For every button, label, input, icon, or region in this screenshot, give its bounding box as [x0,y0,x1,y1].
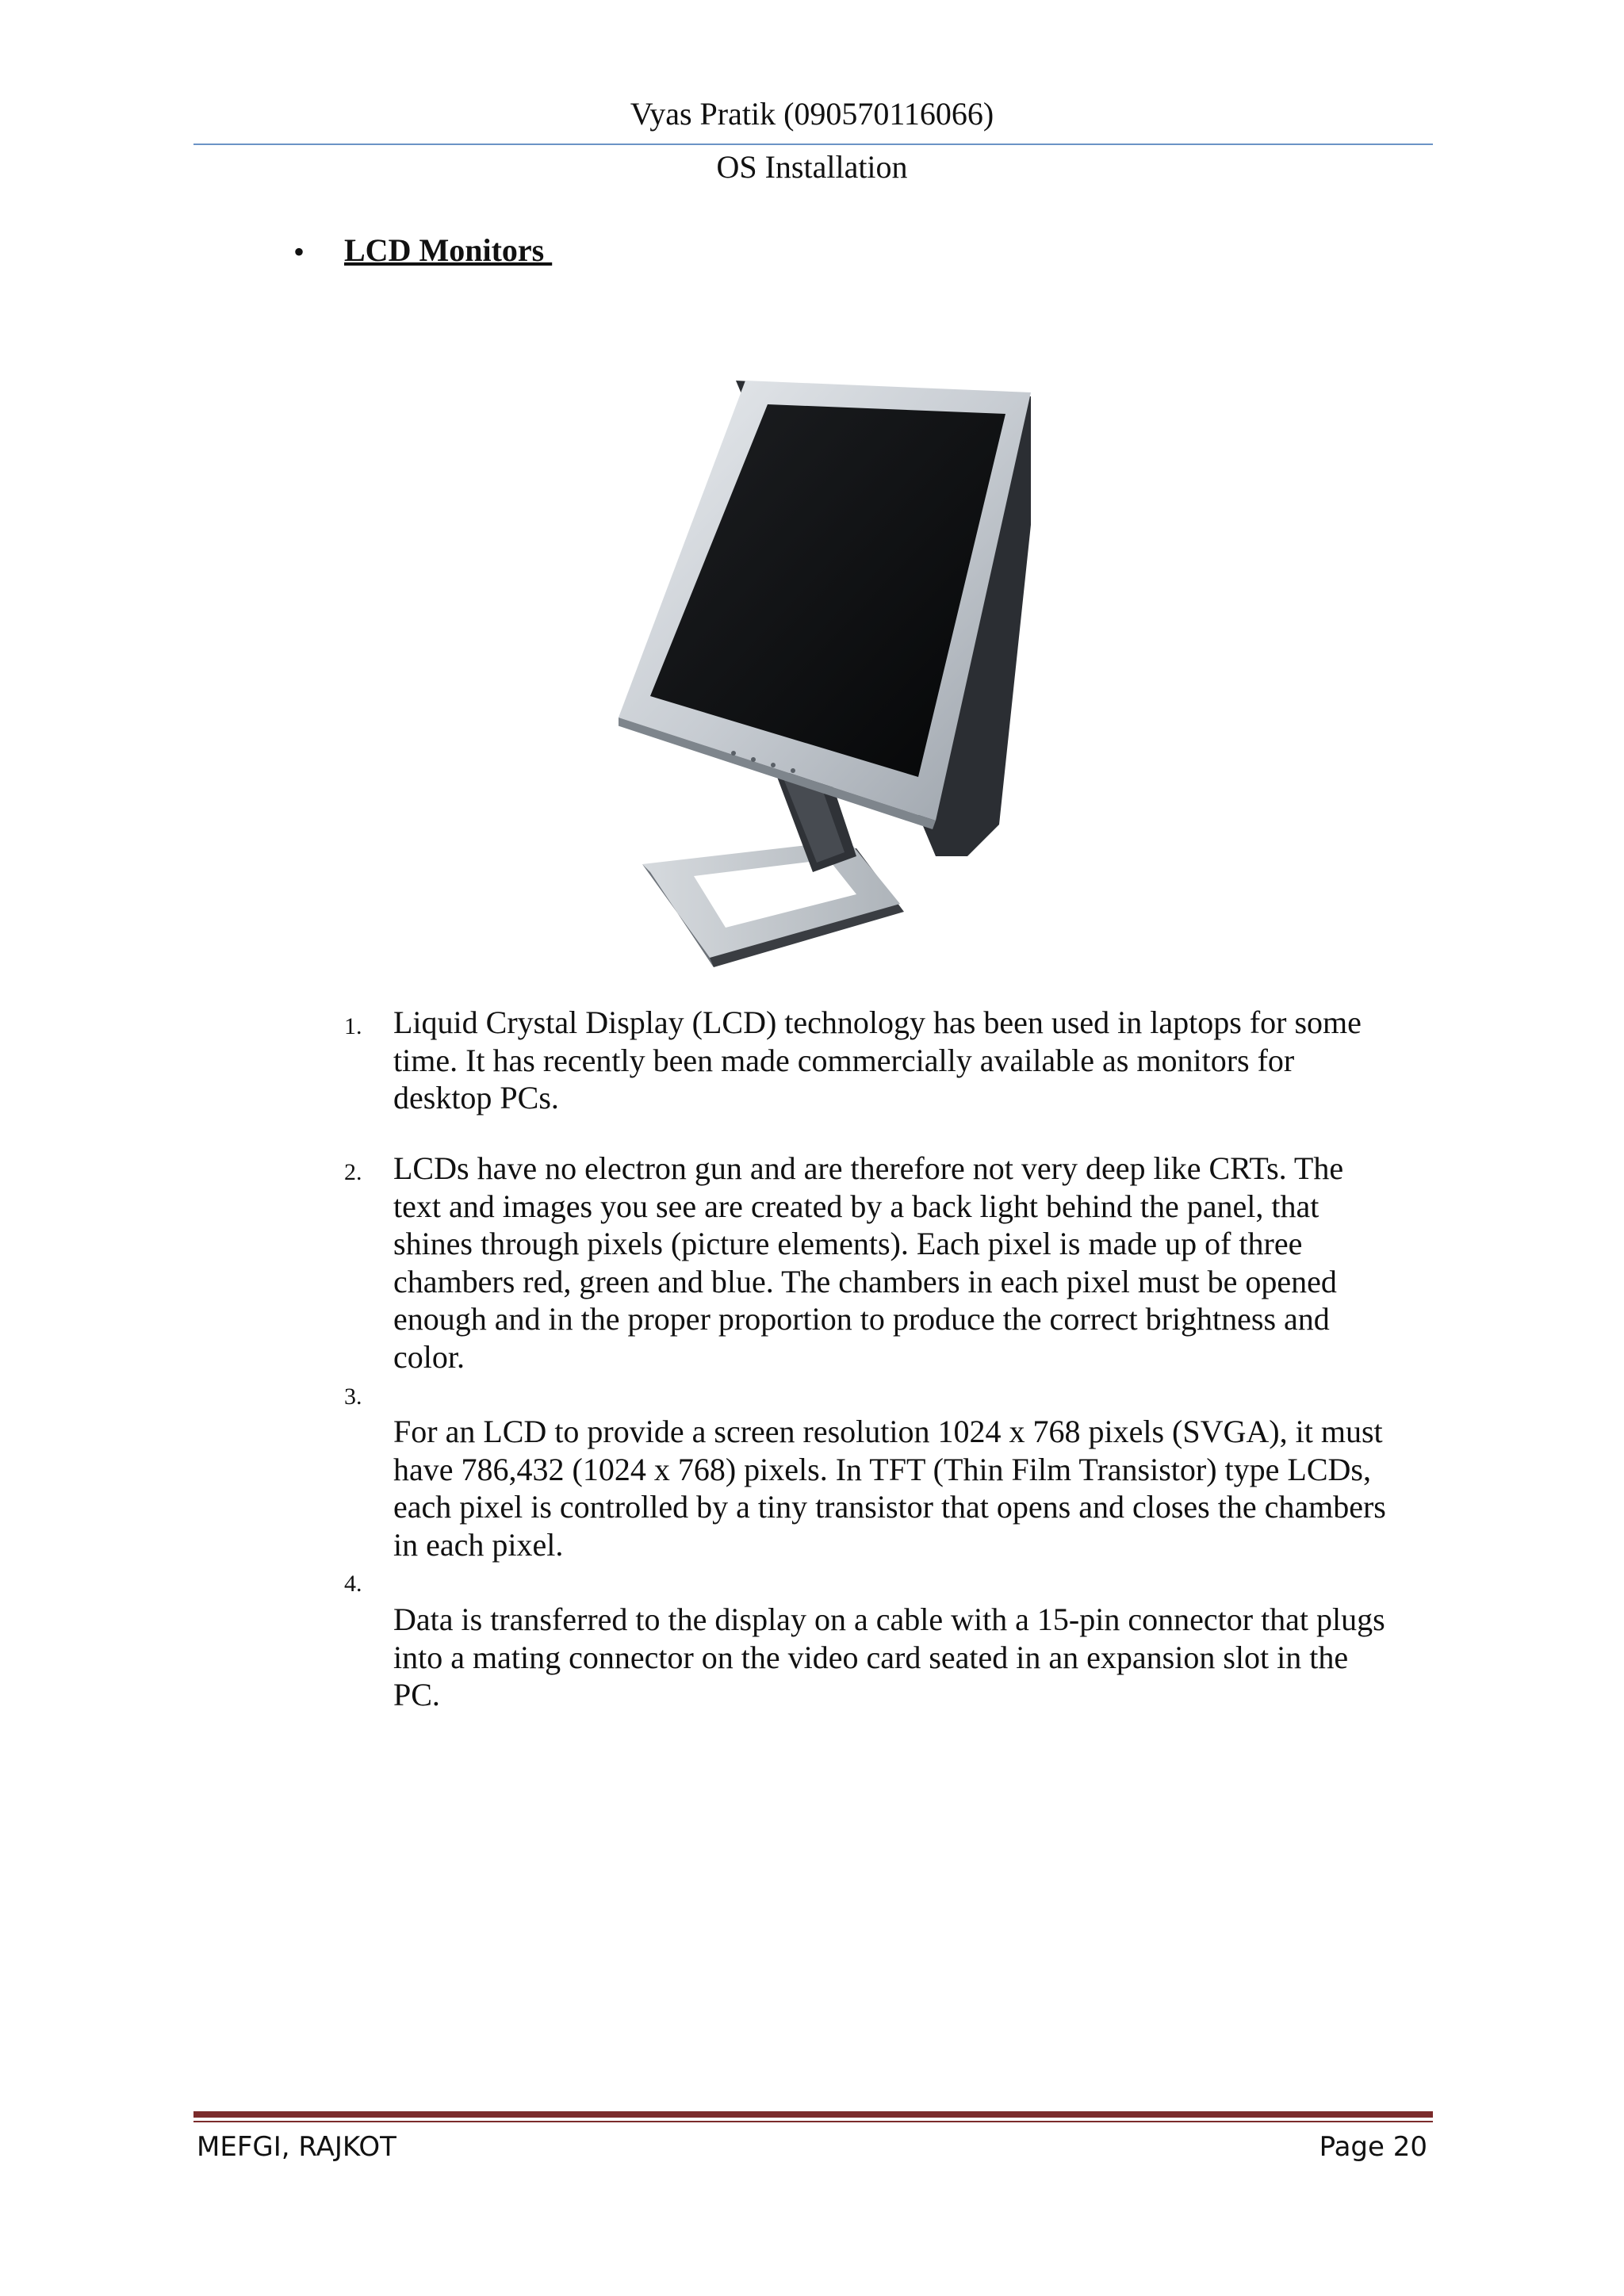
list-item-number: 3. [344,1383,362,1410]
list-item-number: 1. [344,1013,362,1039]
header-author-line: Vyas Pratik (090570116066) [630,96,994,132]
list-item-text: LCDs have no electron gun and are therefore not very deep like CRTs. The text and images you see are created by a back light behind the panel, that shines through pixels (picture elements). Each pixel is made up of three chambers red, green and blue. The chambers in each pixel must be opened enough and in the proper proportion to produce the correct brightness and color. [393,1150,1344,1375]
list-item-text: Liquid Crystal Display (LCD) technology has been used in laptops for some time. It has recently been made commercially available as monitors for desktop PCs. [393,1004,1362,1115]
footer-institution: MEFGI, RAJKOT [197,2131,396,2163]
footer-rule-thick [193,2111,1433,2118]
list-item-text: For an LCD to provide a screen resolution 1024 x 768 pixels (SVGA), it must have 786,432 (1024 x 768) pixels. In TFT (Thin Film Transistor) type LCDs, each pixel is controlled by a tiny transistor that opens and closes the chambers in each pixel. [393,1414,1386,1563]
footer-rule-thin [193,2121,1433,2122]
bullet-icon: • [293,234,305,270]
list-item-number: 2. [344,1159,362,1185]
section-heading: LCD Monitors [344,232,553,268]
list-item-text: Data is transferred to the display on a cable with a 15-pin connector that plugs into a mating connector on the video card seated in an expansion slot in the PC. [393,1601,1385,1712]
list-item-number: 4. [344,1571,362,1597]
footer-page-number: Page 20 [1319,2131,1427,2163]
header-subject: OS Installation [716,149,908,185]
